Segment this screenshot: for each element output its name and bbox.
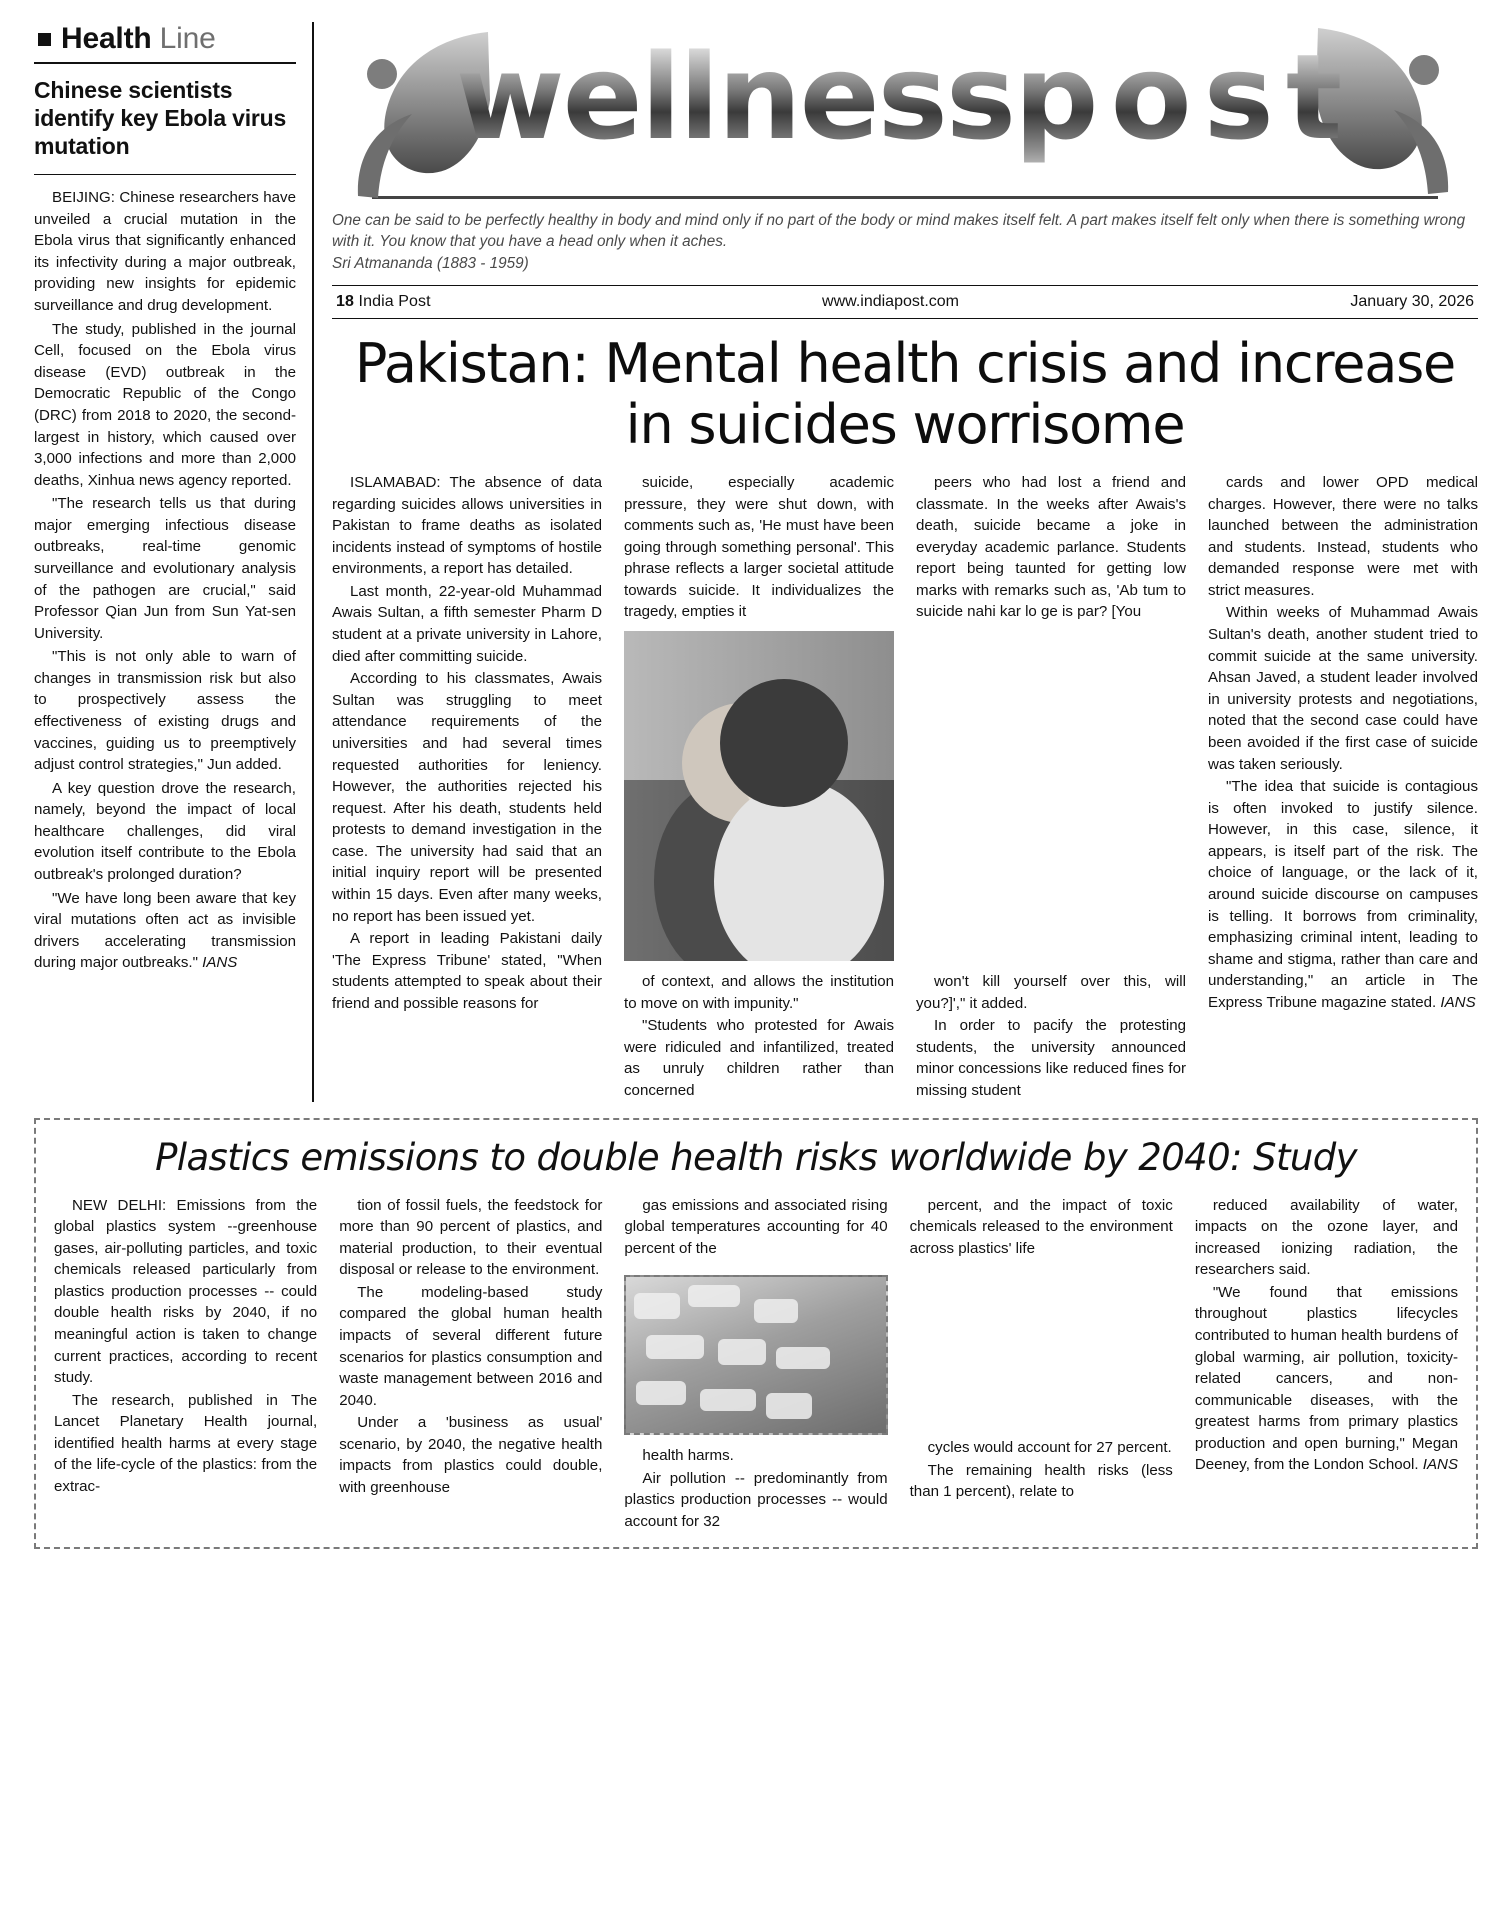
- photo-spacer: [916, 623, 1186, 971]
- photo-figure-head-right: [720, 679, 848, 807]
- main-story-columns: [332, 472, 1478, 1102]
- paragraph: According to his classmates, Awais Sultan was struggling to meet attendance requirements of the universities and had several times requested authorities for leniency. However, the authorities rejected his request. After his death, students held protests to demand investigation in the case. The university had said that an initial inquiry report will be presented within 15 days. Even after many weeks, no report has been issued yet.: [332, 670, 602, 925]
- divider: [34, 62, 296, 64]
- paragraph: Under a 'business as usual' scenario, by 2040, the negative health impacts from plastics could double, with greenhouse: [339, 1414, 603, 1497]
- paragraph: percent, and the impact of toxic chemicals released to the environment across plastics' life: [909, 1196, 1173, 1257]
- plastics-column-4: [910, 1195, 1173, 1533]
- wordmark-part-3: post: [1014, 28, 1355, 166]
- paragraph: health harms.: [642, 1447, 734, 1465]
- photo-bottle: [634, 1293, 680, 1319]
- photo-bottle: [776, 1347, 830, 1369]
- photo-bottle: [688, 1285, 740, 1307]
- paragraph: "This is not only able to warn of changes in transmission risk but also to prospectively assess the effectiveness of existing drugs and vaccines, guiding us to preemptively adjust control strategies," Jun added.: [34, 648, 296, 774]
- health-line-column: [34, 22, 312, 1102]
- page-number: 18: [336, 292, 354, 310]
- masthead: [332, 22, 1478, 208]
- paragraph: Air pollution -- predominantly from plastics production processes -- would account for 32: [624, 1469, 888, 1530]
- plastics-photo: [624, 1275, 887, 1435]
- wordmark-part-2: ss: [877, 28, 1015, 166]
- paragraph: of context, and allows the institution to move on with impunity.": [624, 973, 894, 1012]
- paragraph: suicide, especially academic pressure, they were shut down, with comments such as, 'He must have been going through something personal'. This phrase reflects a larger societal attitude towards suicide. It individualizes the tragedy, empties it: [624, 474, 894, 621]
- top-section: [34, 22, 1478, 1102]
- paragraph: The study, published in the journal Cell, focused on the Ebola virus disease (EVD) outbreak in the Democratic Republic of the Congo (DRC) from 2018 to 2020, the second-largest in history, which caused over 3,000 infections and more than 2,000 deaths, Xinhua news agency reported.: [34, 320, 296, 489]
- plastics-headline: Plastics emissions to double health risks worldwide by 2040: Study: [155, 1135, 1357, 1179]
- photo-bottle: [646, 1335, 704, 1359]
- photo-bottle: [766, 1393, 812, 1419]
- paragraph: NEW DELHI: Emissions from the global plastics system --greenhouse gases, air-polluting particles, and toxic chemicals released particularly from plastics production processes -- could double health risks by 2040, if no meaningful action is taken to change current practices, according to recent study.: [54, 1196, 318, 1387]
- square-bullet-icon: [38, 33, 51, 46]
- masthead-quote: [332, 211, 1478, 275]
- paragraph: The research, published in The Lancet Planetary Health journal, identified health harms at every stage of the life-cycle of the plastics: from the extrac-: [54, 1391, 318, 1496]
- issue-date: January 30, 2026: [1350, 292, 1474, 310]
- quote-attribution: Sri Atmananda (1883 - 1959): [332, 255, 529, 273]
- paragraph: "The research tells us that during major emerging infectious disease outbreaks, real-time genomic surveillance and evolutionary analysis of the pathogen are crucial," said Professor Qian Jun from Sun Yat-sen University.: [34, 495, 296, 642]
- main-content-column: [312, 22, 1478, 1102]
- news-agency-credit: IANS: [202, 954, 238, 972]
- paragraph: peers who had lost a friend and classmate. In the weeks after Awais's death, suicide became a joke in everyday academic parlance. Students report being taunted for getting low marks with remarks such as, 'Ab tum to suicide nahi kar lo ge is par? [You: [916, 474, 1186, 621]
- photo-bottle: [700, 1389, 756, 1411]
- paragraph-text: "We found that emissions throughout plastics lifecycles contributed to human health burdens of global warming, air pollution, toxicity-related cancers, and non-communicable diseases, with the greatest harms from primary plastics production and open burning," Megan Deeney, from the London School.: [1194, 1283, 1459, 1474]
- story-column-1: [332, 472, 602, 1102]
- paragraph-text: "The idea that suicide is contagious is often invoked to justify silence. However, in this case, silence, it appears, is itself part of the risk. The choice of language, or the lack of it, around suicide discourse on campuses is telling. It borrows from criminality, emphasizing criminal intent, leading to shame and stigma, rather than care and understanding," an article in The Express Tribune magazine stated.: [1208, 778, 1478, 1011]
- paragraph: In order to pacify the protesting students, the university announced minor concessions like reduced fines for missing student: [916, 1017, 1186, 1099]
- plastics-column-1: [54, 1195, 317, 1533]
- website-url[interactable]: www.indiapost.com: [822, 292, 959, 310]
- paragraph: [1208, 776, 1478, 1013]
- health-line-masthead: [34, 22, 296, 56]
- paragraph: tion of fossil fuels, the feedstock for more than 90 percent of plastics, and material production, to their eventual disposal or release to the environment.: [339, 1196, 603, 1279]
- health-line-body: [34, 187, 296, 974]
- plastics-column-3: [624, 1195, 887, 1533]
- paragraph: [1195, 1282, 1458, 1476]
- story-column-2: [624, 472, 894, 1102]
- paragraph-text: "We have long been aware that key viral mutations often act as invisible drivers accelerating transmission during major outbreaks.": [34, 889, 296, 972]
- paragraph: The modeling-based study compared the global human health impacts of several different future scenarios for plastics consumption and waste management between 2016 and 2040.: [339, 1283, 603, 1409]
- publication-name: India Post: [358, 292, 431, 310]
- wellness-post-wordmark: [332, 22, 1478, 172]
- paragraph: The remaining health risks (less than 1 percent), relate to: [909, 1461, 1173, 1501]
- paragraph: [34, 888, 296, 974]
- divider: [34, 174, 296, 175]
- health-line-headline: Chinese scientists identify key Ebola virus mutation: [34, 77, 287, 160]
- paragraph: A key question drove the research, namely, beyond the impact of local healthcare challenges, did viral evolution itself contribute to the Ebola outbreak's prolonged duration?: [34, 779, 296, 884]
- paragraph: Last month, 22-year-old Muhammad Awais Sultan, a fifth semester Pharm D student at a private university in Lahore, died after committing suicide.: [332, 582, 602, 665]
- health-line-title: [61, 22, 216, 56]
- paragraph: cycles would account for 27 percent.: [927, 1439, 1172, 1457]
- page-and-publication: [336, 293, 431, 311]
- paragraph: ISLAMABAD: The absence of data regarding suicides allows universities in Pakistan to frame deaths as isolated incidents instead of symptoms of hostile environments, a report has detailed.: [332, 474, 602, 578]
- paragraph: Within weeks of Muhammad Awais Sultan's death, another student tried to commit suicide at the same university. Ahsan Javed, a student leader involved in university protests and negotiations, noted that the second case could have been avoided if the first case of suicide was taken seriously.: [1208, 604, 1478, 773]
- health-line-title-bold: Health: [61, 22, 152, 55]
- info-bar: [332, 285, 1478, 319]
- paragraph: reduced availability of water, impacts on the ozone layer, and increased ionizing radiation, the researchers said.: [1194, 1196, 1459, 1279]
- photo-bottle: [718, 1339, 766, 1365]
- news-agency-credit: IANS: [1440, 993, 1476, 1011]
- paragraph: "Students who protested for Awais were ridiculed and infantilized, treated as unruly children rather than concerned: [624, 1017, 894, 1099]
- plastics-column-2: [339, 1195, 602, 1533]
- story-column-4: [1208, 472, 1478, 1102]
- photo-bottle: [636, 1381, 686, 1405]
- plastics-column-5: [1195, 1195, 1458, 1533]
- main-headline: Pakistan: Mental health crisis and increase in suicides worrisome: [354, 331, 1456, 457]
- paragraph: A report in leading Pakistani daily 'The Express Tribune' stated, "When students attempted to speak about their friend and possible reasons for: [332, 930, 602, 1012]
- wordmark-part-1: wellne: [455, 28, 878, 166]
- news-agency-credit: IANS: [1422, 1456, 1459, 1474]
- health-line-title-light: Line: [159, 22, 216, 55]
- plastics-story-columns: [54, 1195, 1458, 1533]
- main-story-photo: [624, 631, 894, 961]
- paragraph: BEIJING: Chinese researchers have unveiled a crucial mutation in the Ebola virus that significantly enhanced its infectivity during a major outbreak, providing new insights for epidemic surveillance and drug development.: [34, 189, 296, 315]
- story-column-3: [916, 472, 1186, 1102]
- paragraph: won't kill yourself over this, will you?]'," it added.: [916, 973, 1186, 1012]
- paragraph: gas emissions and associated rising global temperatures accounting for 40 percent of the: [624, 1196, 888, 1257]
- paragraph: cards and lower OPD medical charges. However, there were no talks launched between the administration and students. Instead, students who demanded response were met with strict measures.: [1208, 474, 1478, 599]
- photo-bottle: [754, 1299, 798, 1323]
- quote-text: One can be said to be perfectly healthy in body and mind only if no part of the body or mind makes itself felt. A part makes itself felt only when there is something wrong with it. You know that you have a head only when it aches.: [332, 212, 1466, 250]
- plastics-story-box: [34, 1118, 1478, 1549]
- photo-spacer: [910, 1259, 1173, 1437]
